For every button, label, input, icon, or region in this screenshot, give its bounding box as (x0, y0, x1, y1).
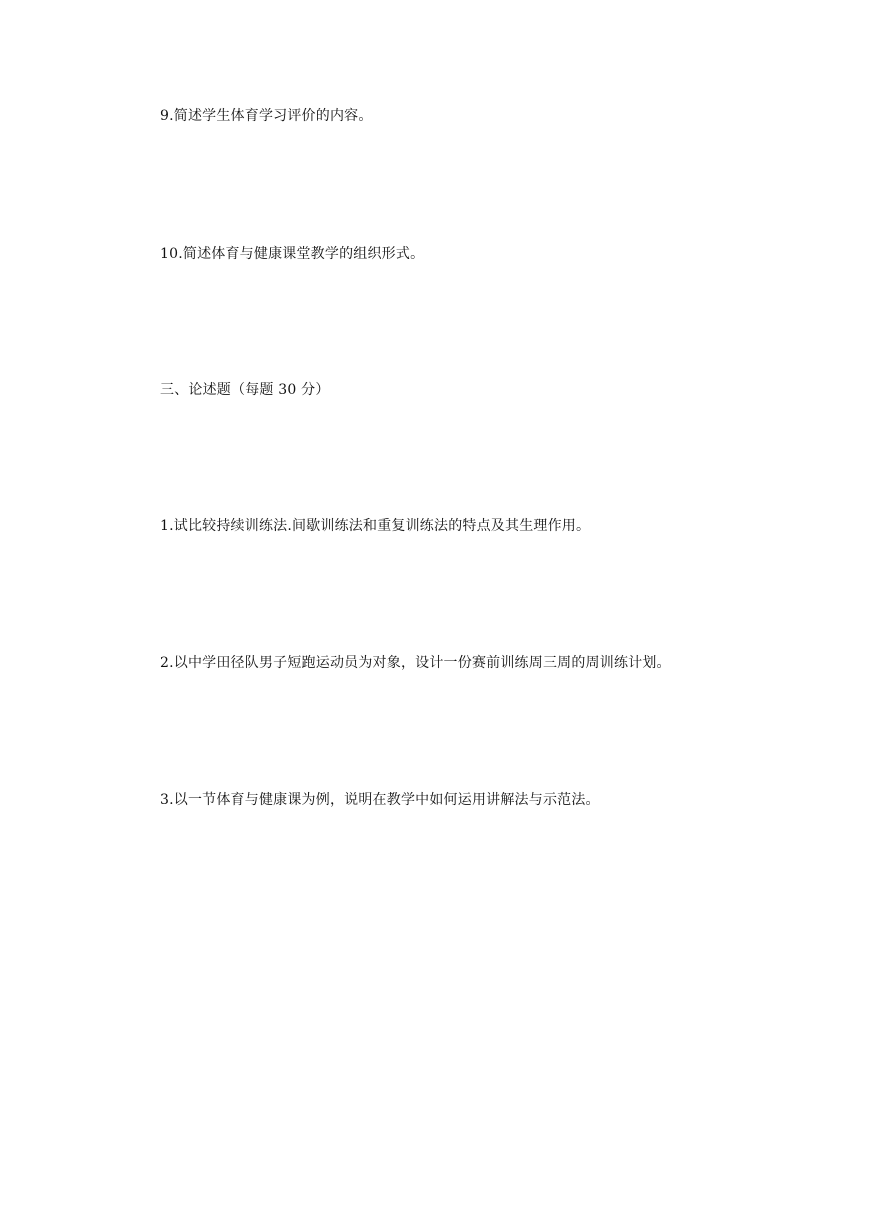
essay-question-3: 3.以一节体育与健康课为例，说明在教学中如何运用讲解法与示范法。 (160, 792, 600, 808)
essay-question-2: 2.以中学田径队男子短跑运动员为对象，设计一份赛前训练周三周的周训练计划。 (160, 655, 671, 671)
question-10: 10.简述体育与健康课堂教学的组织形式。 (160, 246, 425, 262)
question-9: 9.简述学生体育学习评价的内容。 (160, 108, 373, 124)
section-heading-essay: 三、论述题（每题 30 分） (160, 382, 330, 398)
essay-question-1: 1.试比较持续训练法.间歇训练法和重复训练法的特点及其生理作用。 (160, 518, 591, 534)
